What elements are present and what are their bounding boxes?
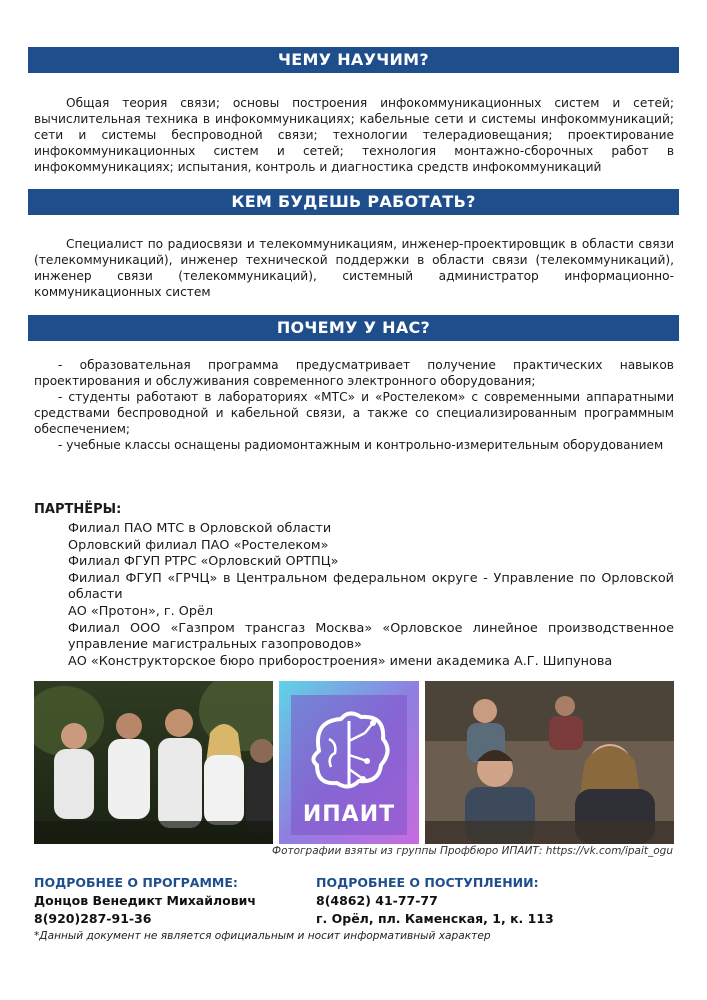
classroom-photo	[425, 681, 674, 844]
section-why-list	[34, 357, 674, 453]
program-contact-heading: ПОДРОБНЕЕ О ПРОГРАММЕ:	[34, 875, 238, 890]
section-learn-text	[34, 95, 674, 175]
partner-item: Филиал ФГУП «ГРЧЦ» в Центральном федеральном округе - Управление по Орловской области	[68, 570, 674, 603]
footnote: *Данный документ не является официальным и носит информативный характер	[34, 930, 491, 942]
section-work-text	[34, 236, 674, 300]
photo-caption: Фотографии взяты из группы Профбюро ИПАИТ: https://vk.com/ipait_ogu	[272, 845, 673, 857]
why-item: - учебные классы оснащены радиомонтажным и контрольно-измерительным оборудованием	[58, 438, 664, 452]
ipait-brain-icon	[279, 681, 419, 844]
students-photo-image	[34, 681, 273, 844]
partner-item: АО «Протон», г. Орёл	[68, 603, 214, 619]
ipait-logo-image	[279, 681, 419, 844]
students-photo	[34, 681, 273, 844]
partners-list	[68, 521, 674, 670]
partners-title: ПАРТНЁРЫ:	[34, 502, 122, 517]
partner-item: Филиал ПАО МТС в Орловской области	[68, 521, 332, 536]
partner-item: АО «Конструкторское бюро приборостроения» имени академика А.Г. Шипунова	[68, 653, 613, 669]
partner-item: Филиал ООО «Газпром трансгаз Москва» «Орловское линейное производственное управление магистральных газопроводов»	[68, 620, 674, 653]
ipait-logo-text: ИПАИТ	[302, 802, 396, 827]
classroom-photo-image	[425, 681, 674, 844]
learn-paragraph: Общая теория связи; основы построения инфокоммуникационных систем и сетей; вычислительная техника в инфокоммуникациях; кабельные сети и системы инфокоммуникаций; сети и системы беспроводной связи; технологии телерадиовещания; проектирование инфокоммуникационных систем и сетей; технология монтажно-сборочных работ в инфокоммуникациях; испытания, контроль и диагностика средств инфокоммуникаций	[34, 96, 674, 174]
partner-item: Орловский филиал ПАО «Ростелеком»	[68, 537, 329, 553]
why-item: - студенты работают в лабораториях «МТС» и «Ростелеком» с современными аппаратными средствами беспроводной и кабельной связи, а также со специализированным программным обеспечением;	[34, 390, 674, 436]
section-why-title: ПОЧЕМУ У НАС?	[28, 315, 679, 341]
admission-contact-address: г. Орёл, пл. Каменская, 1, к. 113	[316, 911, 554, 926]
work-paragraph: Специалист по радиосвязи и телекоммуникациям, инженер-проектировщик в области связи (телекоммуникаций), инженер технической поддержки в области связи (телекоммуникаций), инженер связи (телекоммуникаций), системный администратор информационно-коммуникационных систем	[34, 237, 674, 299]
why-item: - образовательная программа предусматривает получение практических навыков проектирования и обслуживания современного электронного оборудования;	[34, 358, 674, 388]
partner-item: Филиал ФГУП РТРС «Орловский ОРТПЦ»	[68, 554, 339, 570]
admission-contact-phone: 8(4862) 41-77-77	[316, 893, 438, 908]
admission-contact-heading: ПОДРОБНЕЕ О ПОСТУПЛЕНИИ:	[316, 875, 539, 890]
program-contact-name: Донцов Венедикт Михайлович	[34, 893, 256, 908]
section-learn-title: ЧЕМУ НАУЧИМ?	[28, 47, 679, 73]
section-work-title: КЕМ БУДЕШЬ РАБОТАТЬ?	[28, 189, 679, 215]
program-contact-phone: 8(920)287-91-36	[34, 911, 152, 926]
